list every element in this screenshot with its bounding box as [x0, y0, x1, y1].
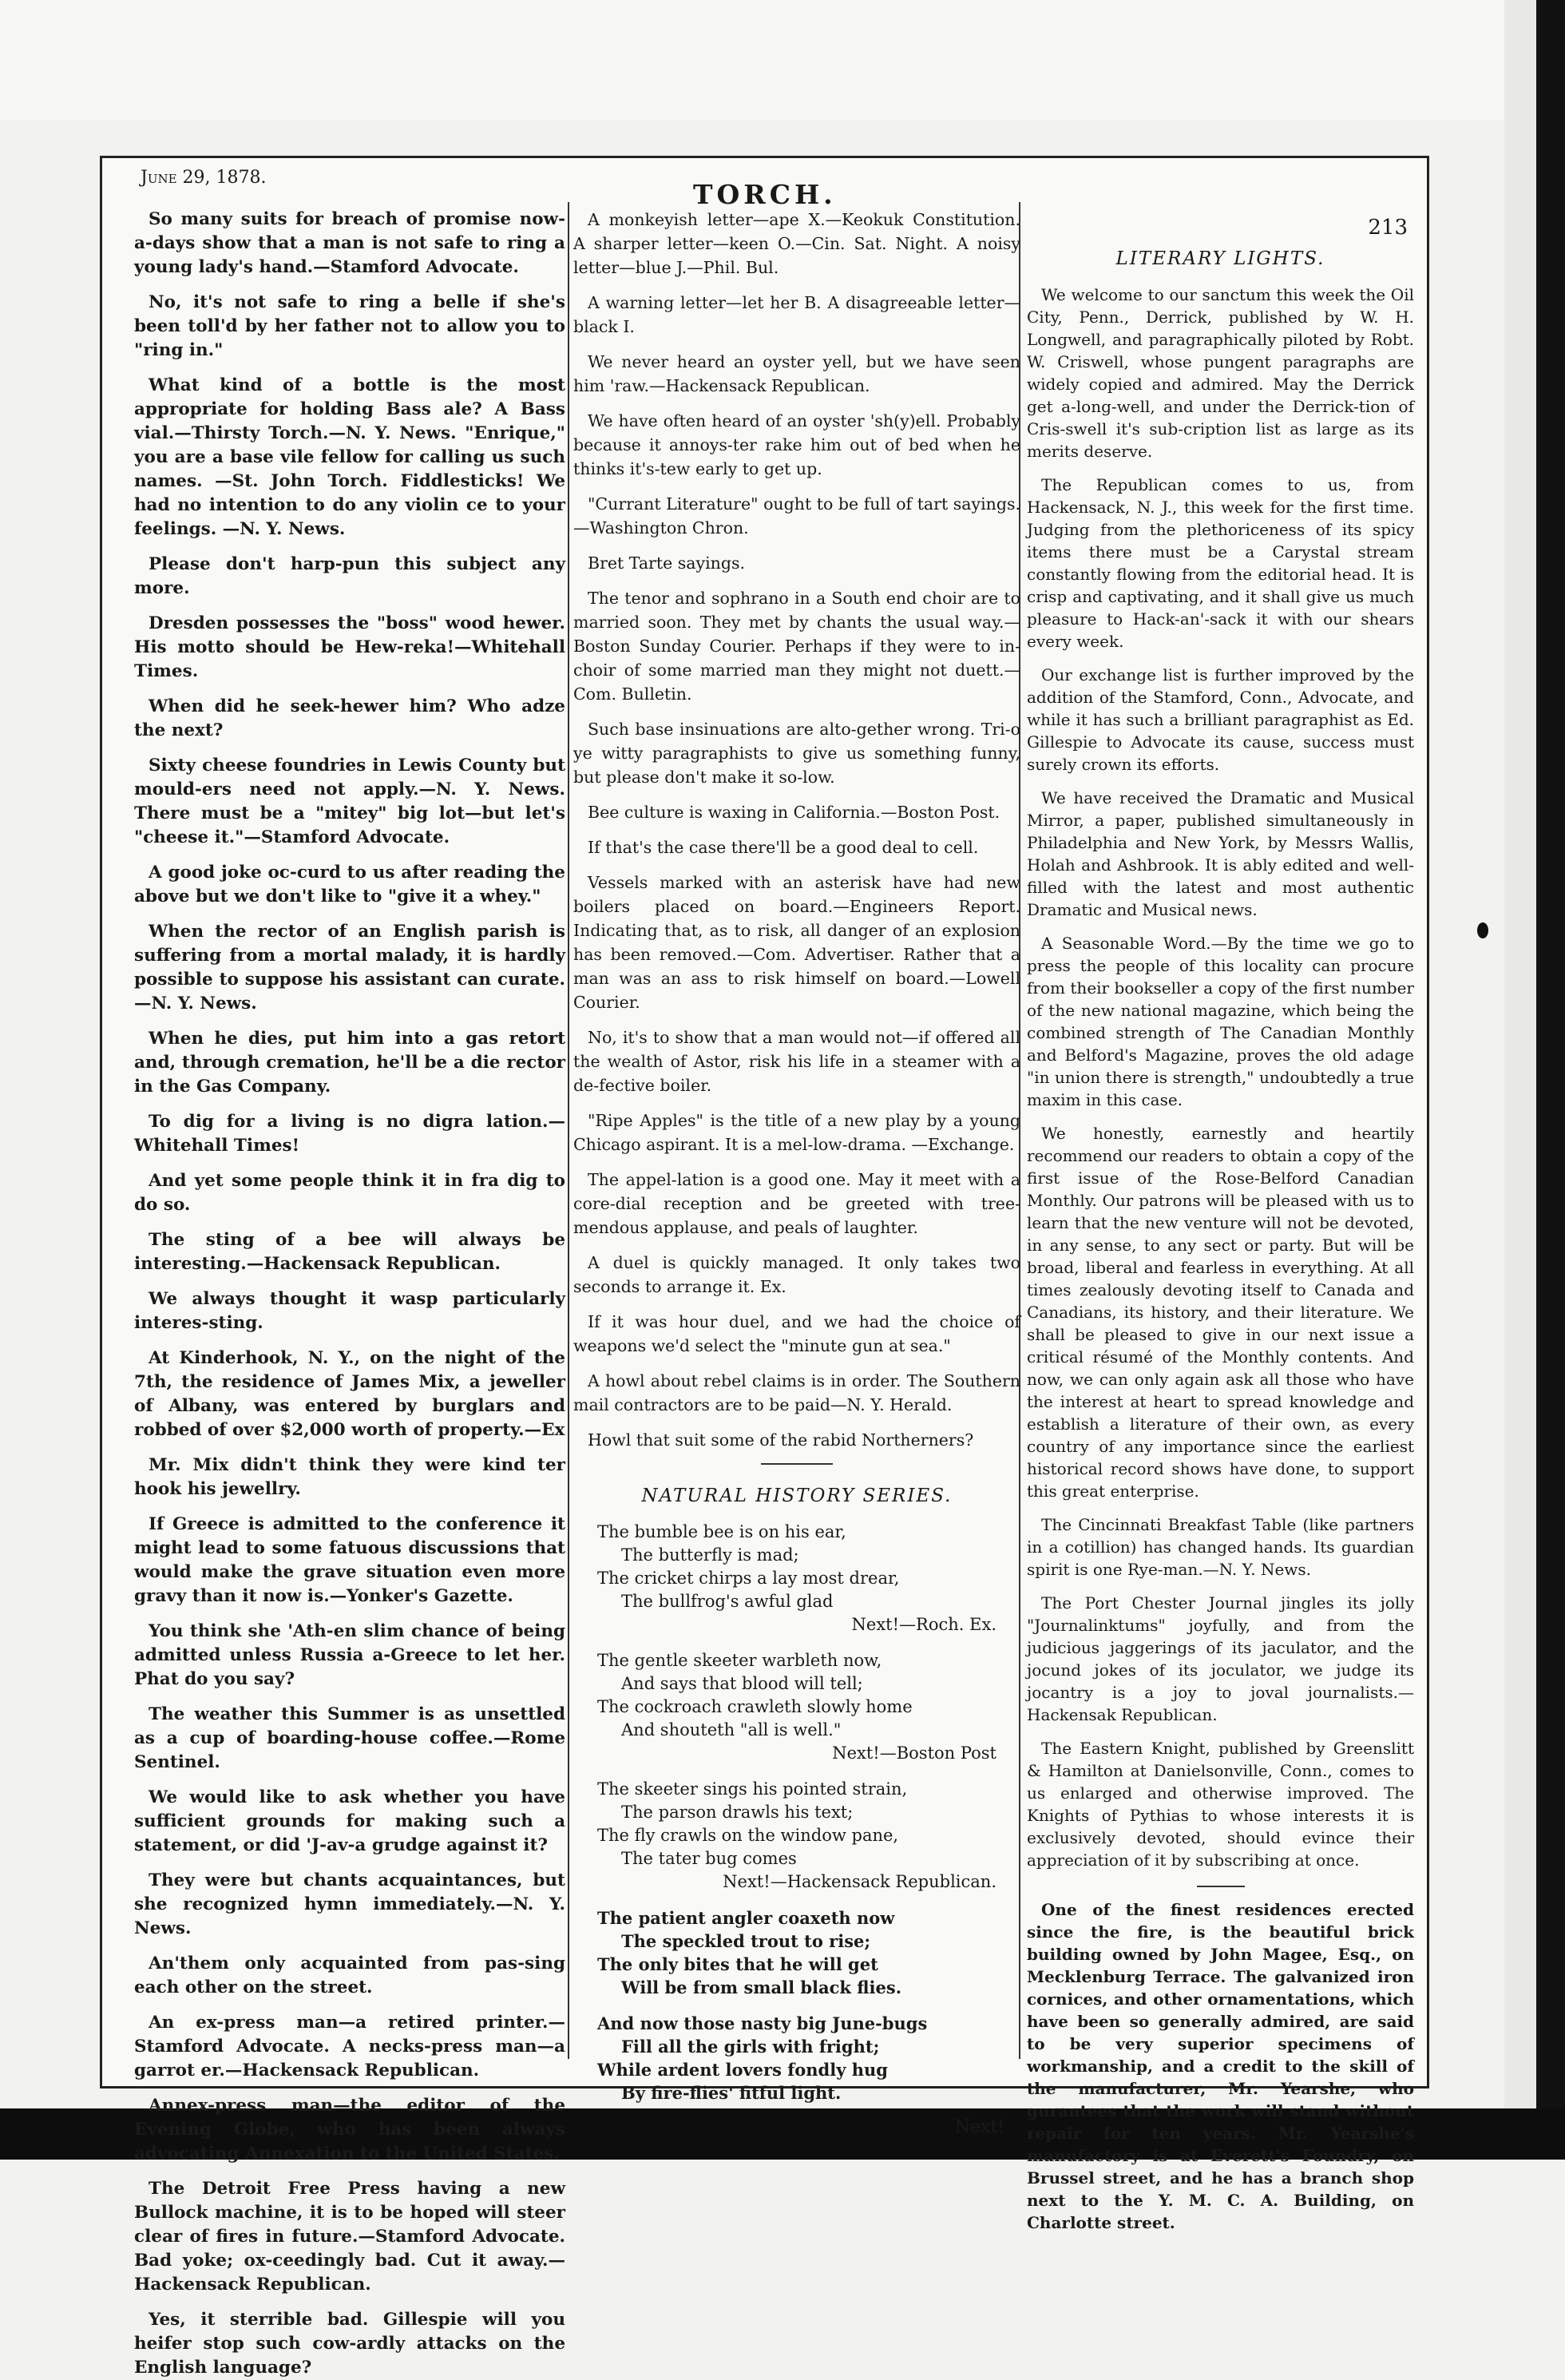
paragraph: What kind of a bottle is the most appropriate for holding Bass ale? A Bass vial.—Thirsty Torch.—N. Y. News. "Enrique," you are a base vile fellow for calling us such names. —St. John Torch. Fiddlesticks! We had no intention to do any violin ce to your feelings. —N. Y. News. — [134, 375, 565, 539]
poem-line: The bullfrog's awful glad — [621, 1592, 834, 1611]
paragraph: Such base insinuations are alto-gether wrong. Tri-o ye witty paragraphists to give us something funny, but please don't make it so-low. — [573, 720, 1020, 787]
section-title: LITERARY LIGHTS. — [1115, 248, 1325, 269]
poem-line: The tater bug comes — [621, 1849, 797, 1868]
page-margin-top — [0, 0, 1565, 120]
poem-line: The cricket chirps a lay most drear, — [597, 1569, 900, 1588]
paragraph: Vessels marked with an asterisk have had new boilers placed on board.—Engineers Report. Indicating that, as to risk, all danger of an explosion has been removed.—Com. Advertiser. Rather that a man was an ass to risk himself on board.—Lowell Courier. — [573, 873, 1020, 1012]
paragraph: They were but chants acquaintances, but she recognized hymn immediately.—N. Y. News. — [134, 1870, 565, 1938]
poem-line: The bumble bee is on his ear, — [597, 1522, 846, 1541]
paragraph: A Seasonable Word.—By the time we go to press the people of this locality can procure from their bookseller a copy of the first number of the new national magazine, which being the combined strength of The Canadian Monthly and Belford's Magazine, proves the old adage "in union there is strength," undoubtedly a true maxim in this case. — [1027, 934, 1414, 1109]
paragraph: When did he seek-hewer him? Who adze the next? — [134, 696, 565, 740]
poem-line: The skeeter sings his pointed strain, — [597, 1779, 908, 1799]
poem-line: And says that blood will tell; — [621, 1674, 863, 1693]
paragraph: A monkeyish letter—ape X.—Keokuk Constitution. A sharper letter—keen O.—Cin. Sat. Night. A noisy letter—blue J.—Phil. Bul. — [573, 210, 1020, 277]
column-3 — [1027, 242, 1414, 2232]
paragraph: The sting of a bee will always be interesting.—Hackensack Republican. — [134, 1230, 565, 1274]
poem-line: The butterfly is mad; — [621, 1545, 799, 1565]
paragraph: One of the finest residences erected since the fire, is the beautiful brick building owned by John Magee, Esq., on Mecklenburg Terrace. The galvanized iron cornices, and other ornamentations, which have been so generally admired, are said to be very superior specimens of workmanship, and a credit to the skill of the manufacturer, Mr. Yearshe, who gurantees that the work will stand without repair for ten years. Mr. Yearshe's manufactory is at Everett's Foundry, on Brussel street, and he has a branch shop next to the Y. M. C. A. Building, on Charlotte street. — [1027, 1900, 1414, 2232]
poem-stanza — [573, 1521, 1020, 1636]
poem-line: The gentle skeeter warbleth now, — [597, 1651, 882, 1670]
paragraph: If Greece is admitted to the conference it might lead to some fatuous discussions that would make the grave situation even more gravy than it now is.—Yonker's Gazette. — [134, 1514, 565, 1606]
ink-spot — [1477, 922, 1488, 938]
poem — [573, 1521, 1020, 2137]
paragraph: When the rector of an English parish is suffering from a mortal malady, it is hardly possible to suppose his assistant can curate.—N. Y. News. — [134, 922, 565, 1013]
paragraph: The tenor and sophrano in a South end choir are to married soon. They met by chants the usual way.—Boston Sunday Courier. Perhaps if they were to in-choir of some married man they might not duett.—Com. Bulletin. — [573, 589, 1020, 704]
paragraph: If it was hour duel, and we had the choice of weapons we'd select the "minute gun at sea." — [573, 1312, 1020, 1355]
paragraph: Howl that suit some of the rabid Northerners? — [588, 1430, 974, 1450]
poem-line: And now those nasty big June-bugs — [597, 2013, 928, 2033]
paragraph: We would like to ask whether you have sufficient grounds for making such a statement, or did 'J-av-a grudge against it? — [134, 1787, 565, 1855]
newspaper-page — [100, 156, 1429, 2378]
poem-stanza — [573, 2012, 1020, 2104]
poem-line: By fire-flies' fitful light. — [621, 2083, 842, 2103]
paragraph: The Port Chester Journal jingles its jolly "Journalinktums" joyfully, and from the judicious jaggerings of its jaculator, and the jocund jokes of its joculator, we judge its jocantry is a joy to joval journalists.—Hackensak Republican. — [1027, 1593, 1414, 1724]
paragraph: An ex-press man—a retired printer.—Stamford Advocate. A necks-press man—a garrot er.—Hackensack Republican. — [134, 2013, 565, 2081]
paragraph: We always thought it wasp particularly interes-sting. — [134, 1289, 565, 1333]
poem-line: The only bites that he will get — [597, 1954, 878, 1974]
paragraph: "Ripe Apples" is the title of a new play by a young Chicago aspirant. It is a mel-low-drama. —Exchange. — [573, 1111, 1020, 1154]
paragraph: A good joke oc-curd to us after reading the above but we don't like to "give it a whey." — [134, 863, 565, 906]
paragraph: Bee culture is waxing in California.—Boston Post. — [588, 803, 1000, 822]
masthead — [102, 158, 1427, 240]
poem-line: While ardent lovers fondly hug — [597, 2060, 888, 2080]
page-number: 213 — [1368, 216, 1408, 240]
paragraph: When he dies, put him into a gas retort and, through cremation, he'll be a die rector in the Gas Company. — [134, 1029, 565, 1097]
poem-stanza — [573, 1778, 1020, 1894]
paragraph: Our exchange list is further improved by the addition of the Stamford, Conn., Advocate, and while it has such a brilliant paragraphist as Ed. Gillespie to Advocate its cause, success must surely crown its efforts. — [1027, 665, 1414, 774]
section-title: NATURAL HISTORY SERIES. — [641, 1486, 953, 1506]
paragraph: We honestly, earnestly and heartily recommend our readers to obtain a copy of the first issue of the Rose-Belford Canadian Monthly. Our patrons will be pleased with us to learn that the new venture will not be devoted, in any sense, to any sect or party. But will be broad, liberal and fearless in everything. At all times zealously devoting itself to Canada and Canadians, its history, and their literature. We shall be pleased to give in our next issue a critical résumé of the Monthly contents. And now, we can only again ask all those who have the interest at heart to spread knowledge and establish a literature of their own, as every country of any importance since the earliest historical record shows have done, to support this great enterprise. — [1027, 1124, 1414, 1501]
paragraph: We have received the Dramatic and Musical Mirror, a paper, published simultaneously in Philadelphia and New York, by Messrs Wallis, Holah and Ashbrook. It is ably edited and well-filled with the latest and most authentic Dramatic and Musical news. — [1027, 788, 1414, 919]
paragraph: And yet some people think it in fra dig to do so. — [134, 1171, 565, 1215]
paragraph: We have often heard of an oyster 'sh(y)ell. Probably because it annoys-ter rake him out of bed when he thinks it's-tew early to get up. — [573, 411, 1020, 478]
paragraph: The weather this Summer is as unsettled as a cup of boarding-house coffee.—Rome Sentinel. — [134, 1704, 565, 1772]
poem-line: The cockroach crawleth slowly home — [597, 1697, 913, 1716]
poem-line: The patient angler coaxeth now — [597, 1908, 895, 1928]
poem-line: And shouteth "all is well." — [621, 1720, 842, 1739]
paragraph: We never heard an oyster yell, but we have seen him 'raw.—Hackensack Republican. — [573, 352, 1020, 395]
poem-attribution: Next!—Boston Post — [832, 1743, 996, 1763]
paragraph: Mr. Mix didn't think they were kind ter hook his jewellry. — [134, 1455, 565, 1499]
column-1 — [134, 208, 565, 2378]
paragraph: We welcome to our sanctum this week the Oil City, Penn., Derrick, published by W. H. Longwell, and paragraphically piloted by Robt. W. Criswell, whose pungent paragraphs are widely copied and admired. May the Derrick get a-long-well, and under the Derrick-tion of Cris-swell it's sub-cription list as large as its merits deserve. — [1027, 285, 1414, 461]
poem-line: The parson drawls his text; — [621, 1803, 854, 1822]
paragraph: A duel is quickly managed. It only takes two seconds to arrange it. Ex. — [573, 1253, 1020, 1296]
divider — [1197, 1886, 1245, 1887]
paragraph: No, it's not safe to ring a belle if she's been toll'd by her father not to allow you to "ring in." — [134, 292, 565, 360]
paragraph: You think she 'Ath-en slim chance of being admitted unless Russia a-Greece to let her. Phat do you say? — [134, 1621, 565, 1689]
paragraph: A howl about rebel claims is in order. The Southern mail contractors are to be paid—N. Y. Herald. — [573, 1371, 1020, 1414]
paragraph: The appel-lation is a good one. May it meet with a core-dial reception and be greeted with tree-mendous applause, and peals of laughter. — [573, 1170, 1020, 1237]
poem-attribution: Next!—Hackensack Republican. — [723, 1872, 996, 1891]
paragraph: "Currant Literature" ought to be full of tart sayings.—Washington Chron. — [573, 494, 1020, 537]
paragraph: Sixty cheese foundries in Lewis County but mould-ers need not apply.—N. Y. News. There must be a "mitey" big lot—but let's "cheese it."—Stamford Advocate. — [134, 756, 565, 847]
paragraph: A warning letter—let her B. A disagreeable letter—black I. — [573, 293, 1020, 336]
paragraph: Annex-press man—the editor of the Evening Globe, who has been always advocating Annexation to the United States. — [134, 2096, 565, 2164]
paragraph: So many suits for breach of promise now-a-days show that a man is not safe to ring a young lady's hand.—Stamford Advocate. — [134, 209, 565, 277]
paragraph: Bret Tarte sayings. — [588, 553, 745, 573]
scan-edge-right — [1536, 0, 1565, 2160]
poem-line: Fill all the girls with fright; — [621, 2037, 880, 2057]
issue-date: June 29, 1878. — [141, 168, 267, 188]
poem-attribution: Next!—Roch. Ex. — [851, 1615, 996, 1634]
paragraph: No, it's to show that a man would not—if offered all the wealth of Astor, risk his life in a steamer with a de-fective boiler. — [573, 1028, 1020, 1095]
paragraph: At Kinderhook, N. Y., on the night of the 7th, the residence of James Mix, a jeweller of Albany, was entered by burglars and robbed of over $2,000 worth of property.—Ex — [134, 1348, 565, 1440]
paragraph: If that's the case there'll be a good deal to cell. — [588, 838, 979, 857]
divider — [761, 1463, 833, 1465]
page-gutter — [1504, 0, 1536, 2160]
paragraph: The Cincinnati Breakfast Table (like partners in a cotillion) has changed hands. Its guardian spirit is one Rye-man.—N. Y. News. — [1027, 1515, 1414, 1579]
paragraph: To dig for a living is no digra lation.—Whitehall Times! — [134, 1112, 565, 1156]
paragraph: Please don't harp-pun this subject any more. — [134, 554, 565, 598]
column-2 — [573, 208, 1020, 2137]
poem-final-next: Next! — [954, 2117, 1004, 2137]
paragraph: The Republican comes to us, from Hackensack, N. J., this week for the first time. Judging from the plethoriceness of its spicy items there must be a Carystal stream constantly flowing from the editorial head. It is crisp and captivating, and it shall give us much pleasure to Hack-an'-sack it with our shears every week. — [1027, 475, 1414, 651]
poem-line: Will be from small black flies. — [621, 1977, 902, 1997]
poem-stanza — [573, 1649, 1020, 1765]
paragraph: Dresden possesses the "boss" wood hewer. His motto should be Hew-reka!—Whitehall Times. — [134, 613, 565, 681]
poem-line: The speckled trout to rise; — [621, 1931, 871, 1951]
paragraph: Yes, it sterrible bad. Gillespie will you heifer stop such cow-ardly attacks on the English language? — [134, 2310, 565, 2378]
poem-stanza — [573, 1906, 1020, 1999]
paragraph: An'them only acquainted from pas-sing each other on the street. — [134, 1954, 565, 1997]
paper-title: TORCH. — [693, 179, 837, 210]
paragraph: The Eastern Knight, published by Greenslitt & Hamilton at Danielsonville, Conn., comes to us enlarged and otherwise improved. The Knights of Pythias to whose interests it is exclusively devoted, should evince their appreciation of it by subscribing at once. — [1027, 1739, 1414, 1870]
poem-line: The fly crawls on the window pane, — [597, 1826, 899, 1845]
column-rule — [568, 202, 569, 2059]
paragraph: The Detroit Free Press having a new Bullock machine, it is to be hoped will steer clear of fires in future.—Stamford Advocate. Bad yoke; ox-ceedingly bad. Cut it away.—Hackensack Republican. — [134, 2179, 565, 2295]
